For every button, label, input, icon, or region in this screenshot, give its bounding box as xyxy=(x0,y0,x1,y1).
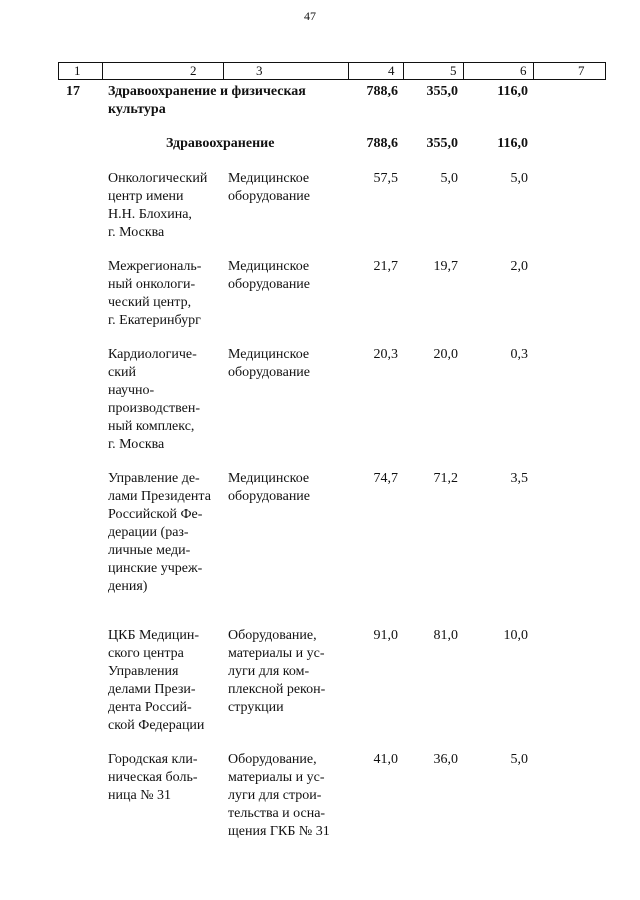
row-purpose: Медицинское оборудование xyxy=(228,471,311,504)
row-value-5: 20,0 xyxy=(433,347,458,362)
row-value-6: 3,5 xyxy=(510,471,528,486)
row-value-6: 0,3 xyxy=(510,347,528,362)
row-value-4: 91,0 xyxy=(373,628,398,643)
col-divider xyxy=(533,63,534,79)
row-value-4: 57,5 xyxy=(373,171,398,186)
col-header-4: 4 xyxy=(388,63,395,78)
col-divider xyxy=(605,63,606,79)
row-purpose: Медицинское оборудование xyxy=(228,171,311,204)
col-divider xyxy=(102,63,103,79)
row-organization: Управление де- лами Президента Российской Фе- дерации (раз- личные меди- цинские учреж- дения) xyxy=(108,471,211,594)
col-header-6: 6 xyxy=(520,63,527,78)
col-divider xyxy=(58,63,59,79)
row-value-5: 81,0 xyxy=(433,628,458,643)
col-header-2: 2 xyxy=(190,63,197,78)
column-header-row xyxy=(58,62,606,80)
subsection-value-5: 355,0 xyxy=(426,136,458,151)
row-value-5: 5,0 xyxy=(440,171,458,186)
subsection-title: Здравоохранение xyxy=(166,136,275,151)
row-value-4: 41,0 xyxy=(373,752,398,767)
row-value-5: 71,2 xyxy=(433,471,458,486)
row-value-6: 10,0 xyxy=(503,628,528,643)
row-value-6: 5,0 xyxy=(510,171,528,186)
row-value-5: 19,7 xyxy=(433,259,458,274)
row-value-6: 5,0 xyxy=(510,752,528,767)
section-number: 17 xyxy=(66,84,80,99)
section-value-6: 116,0 xyxy=(497,84,528,99)
row-purpose: Медицинское оборудование xyxy=(228,259,311,292)
row-value-5: 36,0 xyxy=(433,752,458,767)
row-organization: Онкологический центр имени Н.Н. Блохина, г. Москва xyxy=(108,171,208,240)
row-purpose: Медицинское оборудование xyxy=(228,347,311,380)
subsection-value-4: 788,6 xyxy=(366,136,398,151)
row-organization: ЦКБ Медицин- ского центра Управления делами Прези- дента Россий- ской Федерации xyxy=(108,628,205,733)
subsection-value-6: 116,0 xyxy=(497,136,528,151)
col-divider xyxy=(403,63,404,79)
col-header-3: 3 xyxy=(256,63,263,78)
row-organization: Межрегиональ- ный онкологи- ческий центр, г. Екатеринбург xyxy=(108,259,202,328)
row-purpose: Оборудование, материалы и ус- луги для строи- тельства и осна- щения ГКБ № 31 xyxy=(228,752,330,839)
page-number: 47 xyxy=(304,9,316,23)
row-value-4: 21,7 xyxy=(373,259,398,274)
row-value-6: 2,0 xyxy=(510,259,528,274)
col-divider xyxy=(463,63,464,79)
row-organization: Кардиологиче- ский научно- производствен- ный комплекс, г. Москва xyxy=(108,347,200,452)
section-value-4: 788,6 xyxy=(366,84,398,99)
section-value-5: 355,0 xyxy=(426,84,458,99)
col-header-5: 5 xyxy=(450,63,457,78)
col-header-1: 1 xyxy=(74,63,81,78)
col-header-7: 7 xyxy=(578,63,585,78)
row-organization: Городская кли- ническая боль- ница № 31 xyxy=(108,752,198,803)
col-divider xyxy=(348,63,349,79)
row-value-4: 20,3 xyxy=(373,347,398,362)
row-value-4: 74,7 xyxy=(373,471,398,486)
col-divider xyxy=(223,63,224,79)
section-title: Здравоохранение и физическая культура xyxy=(108,84,306,117)
row-purpose: Оборудование, материалы и ус- луги для ком- плексной рекон- струкции xyxy=(228,628,326,715)
